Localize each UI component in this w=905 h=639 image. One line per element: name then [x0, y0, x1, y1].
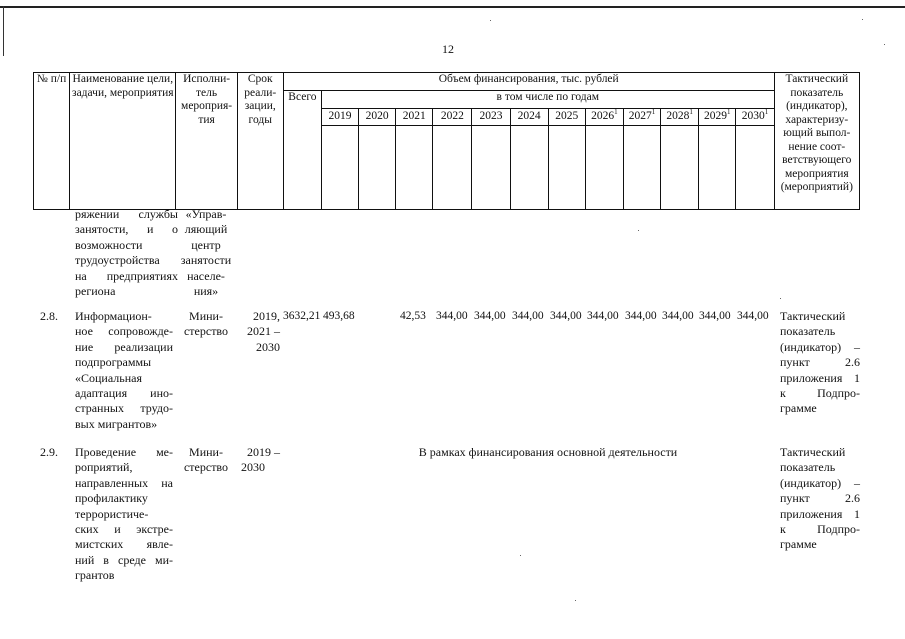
row-2-8-executor: Мини- стерство: [183, 309, 229, 339]
row-2-9-number: 2.9.: [40, 445, 58, 459]
header-name-cell: Наименование цели, задачи, мероприятия: [70, 73, 176, 210]
row-2-8-value-2026: 344,00: [587, 310, 619, 322]
row-2-8-total: 3632,21: [283, 310, 321, 322]
row-2-8-value-2021: 42,53: [400, 310, 426, 322]
header-executor-cell: Исполни-тель мероприя-тия: [176, 73, 237, 210]
header-by-years-cell: в том числе по годам: [321, 91, 774, 109]
row-2-9-funding-note: В рамках финансирования основной деятельности: [418, 445, 678, 459]
header-year-2024: 2024: [510, 109, 548, 126]
scan-speck: [638, 230, 639, 231]
header-year-2028: 2028$^1$: [661, 109, 699, 126]
header-year-2025: 2025: [548, 109, 585, 126]
scan-speck: [780, 298, 781, 299]
left-border-line: [3, 6, 4, 56]
header-year-2019: 2019: [321, 109, 358, 126]
header-funding-cell: Объем финансирования, тыс. рублей: [283, 73, 774, 91]
header-year-2021: 2021: [396, 109, 433, 126]
header-year-2023: 2023: [472, 109, 510, 126]
header-year-2027: 2027$^1$: [623, 109, 660, 126]
scan-speck: [862, 19, 863, 20]
continuation-name: ряжении службы занятости, и о возможности трудоустройства на предприятиях региона: [75, 207, 178, 299]
row-2-9-executor: Мини- стерство: [183, 445, 229, 475]
page-number: 12: [442, 42, 454, 56]
row-2-8-term: 2019, 2021 – 2030: [247, 309, 280, 354]
row-2-8-number: 2.8.: [40, 309, 58, 323]
scan-speck: [575, 600, 576, 601]
header-year-2020: 2020: [359, 109, 396, 126]
continuation-executor: «Управ- ляющий центр занятости населе- ния»: [180, 207, 232, 299]
row-2-8-value-2029: 344,00: [699, 310, 731, 322]
header-total-cell: Всего: [283, 91, 321, 210]
row-2-8-value-2022: 344,00: [436, 310, 468, 322]
row-2-8-value-2023: 344,00: [474, 310, 506, 322]
scan-speck: [490, 20, 491, 21]
row-2-8-value-2025: 344,00: [550, 310, 582, 322]
row-2-8-value-2019: 493,68: [323, 310, 355, 322]
header-year-2030: 2030$^1$: [736, 109, 774, 126]
header-num-cell: № п/п: [34, 73, 70, 210]
row-2-8-value-2027: 344,00: [625, 310, 657, 322]
scan-speck: [884, 44, 885, 45]
row-2-8-value-2024: 344,00: [512, 310, 544, 322]
header-indicator-cell: Тактический показатель (индикатор), характеризу-ющий выпол-нение соот-ветствующего мероприятия (мероприятий): [774, 73, 859, 210]
header-year-2026: 2026$^1$: [585, 109, 623, 126]
row-2-8-name: Информацион- ное сопровожде- ние реализации подпрограммы «Социальная адаптация ино- странных трудо- вых мигрантов»: [75, 309, 173, 431]
row-2-8-value-2028: 344,00: [662, 310, 694, 322]
row-2-8-indicator: Тактический показатель (индикатор) – пункт 2.6 приложения 1 к Подпро- грамме: [780, 309, 860, 416]
row-2-9-name: Проведение ме- роприятий, направленных на профилактику террористиче- ских и экстре- мистских явле- ний в среде ми- грантов: [75, 445, 173, 583]
header-year-2022: 2022: [433, 109, 472, 126]
header-term-cell: Срок реали-зации, годы: [237, 73, 283, 210]
scan-speck: [520, 555, 521, 556]
table-header: [33, 72, 860, 210]
row-2-9-indicator: Тактический показатель (индикатор) – пункт 2.6 приложения 1 к Подпро- грамме: [780, 445, 860, 552]
row-2-9-term: 2019 – 2030: [241, 445, 280, 475]
header-year-2029: 2029$^1$: [699, 109, 736, 126]
top-border-line: [0, 6, 905, 8]
row-2-8-value-2030: 344,00: [737, 310, 769, 322]
